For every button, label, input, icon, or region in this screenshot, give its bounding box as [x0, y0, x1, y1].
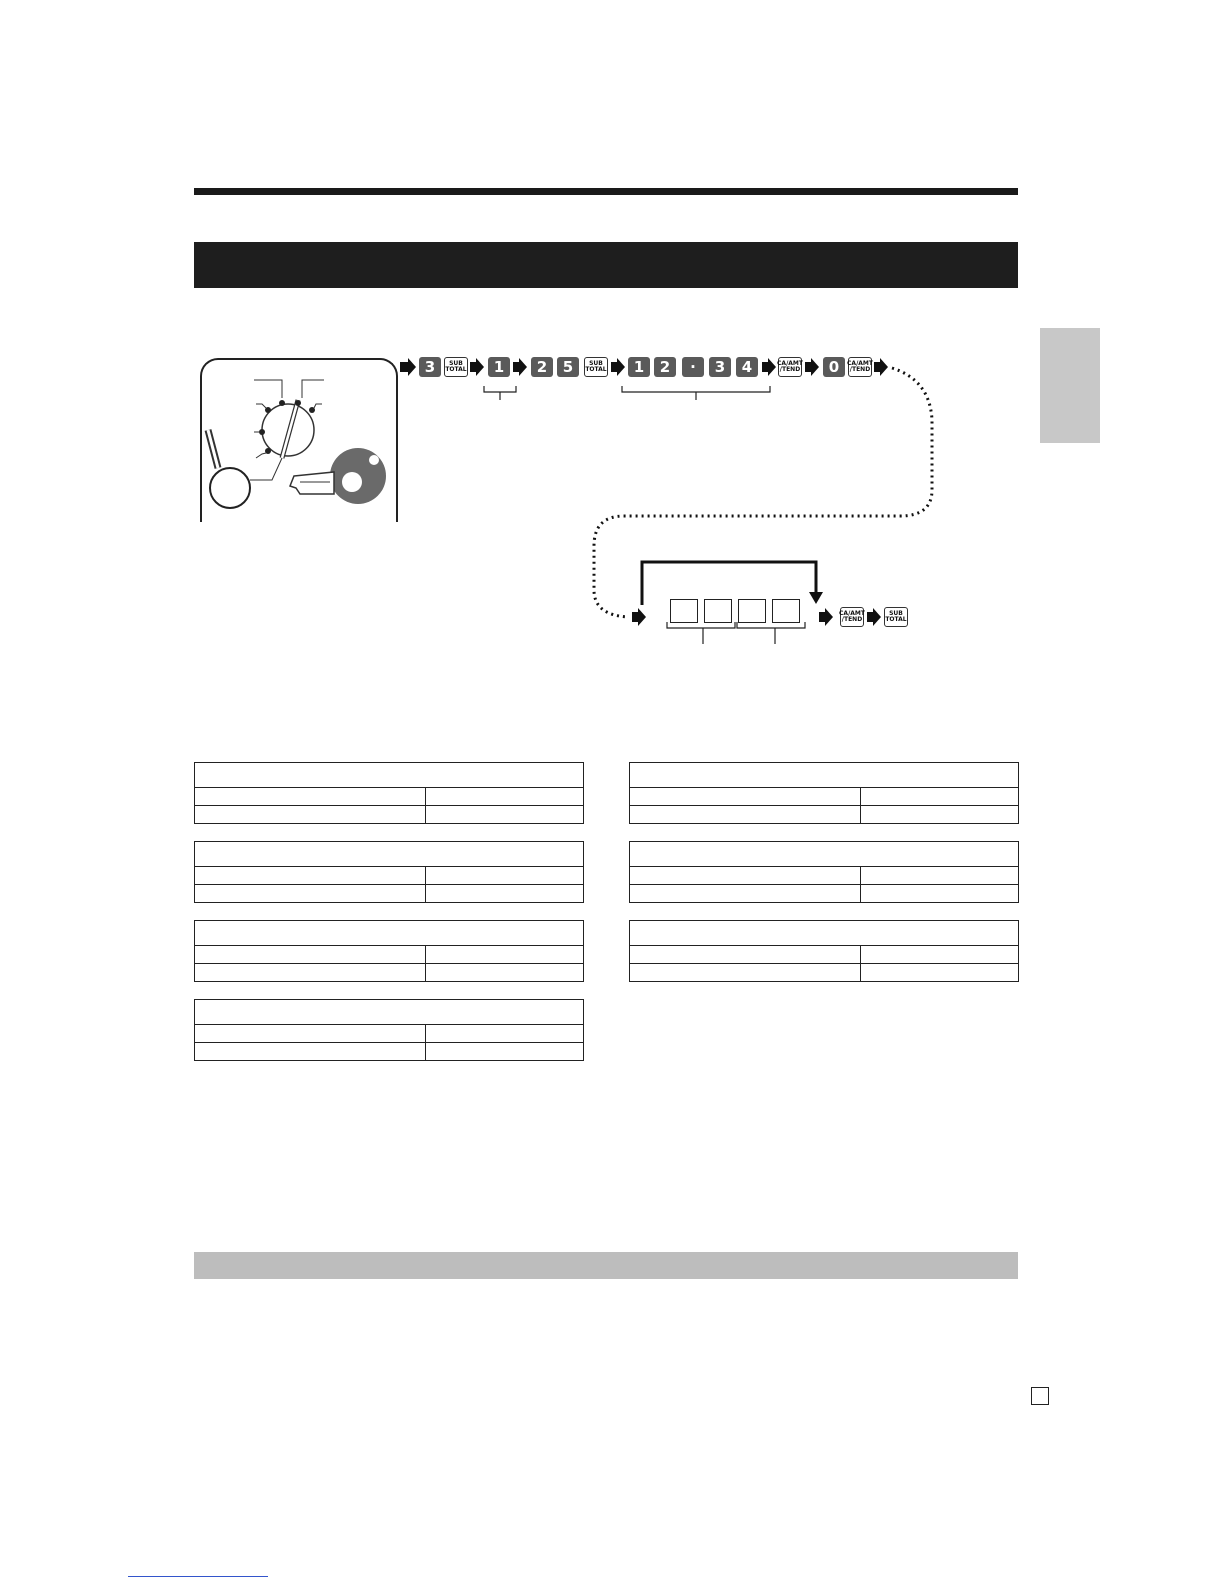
- table-row: [195, 788, 583, 805]
- table-row: [630, 805, 1018, 823]
- table-row: [630, 946, 1018, 963]
- table-header: [195, 1000, 583, 1025]
- ca-amt-key-line1: CA/AMT: [839, 610, 865, 617]
- ca-amt-tend-key[interactable]: [848, 357, 872, 377]
- ca-amt-key-line1: CA/AMT: [847, 360, 873, 367]
- bottom-link-underline[interactable]: [128, 1576, 268, 1577]
- settings-table: [629, 841, 1019, 903]
- subtotal-key[interactable]: [444, 357, 468, 377]
- entry-box: [704, 599, 732, 623]
- key-2[interactable]: 2: [654, 357, 676, 377]
- ca-amt-key-line1: CA/AMT: [777, 360, 803, 367]
- ca-amt-tend-key[interactable]: [840, 607, 864, 627]
- key-3[interactable]: 3: [709, 357, 731, 377]
- settings-table: [194, 999, 584, 1061]
- key-1[interactable]: 1: [628, 357, 650, 377]
- table-row: [195, 963, 583, 981]
- ca-amt-key-line2: /TEND: [841, 616, 863, 623]
- table-row: [630, 884, 1018, 902]
- settings-table: [194, 762, 584, 824]
- page-number-box: [1031, 1387, 1049, 1405]
- key-4[interactable]: 4: [736, 357, 758, 377]
- subtotal-key-line2: TOTAL: [585, 366, 607, 373]
- subtotal-key-line1: SUB: [449, 360, 463, 367]
- key-sequence-arrows: [0, 0, 1224, 700]
- table-header: [195, 763, 583, 788]
- settings-table: [194, 920, 584, 982]
- table-row: [195, 867, 583, 884]
- table-row: [630, 963, 1018, 981]
- footer-bar: [194, 1252, 1018, 1279]
- table-row: [630, 788, 1018, 805]
- table-row: [195, 805, 583, 823]
- ca-amt-key-line2: /TEND: [849, 366, 871, 373]
- key-1[interactable]: 1: [488, 357, 510, 377]
- subtotal-key-line2: TOTAL: [885, 616, 907, 623]
- settings-table: [629, 920, 1019, 982]
- table-header: [195, 921, 583, 946]
- entry-box: [772, 599, 800, 623]
- table-row: [630, 867, 1018, 884]
- table-header: [630, 921, 1018, 946]
- key-decimal-point[interactable]: ·: [682, 357, 704, 377]
- table-row: [195, 1025, 583, 1042]
- table-header: [630, 842, 1018, 867]
- ca-amt-key-line2: /TEND: [779, 366, 801, 373]
- subtotal-key-line1: SUB: [589, 360, 603, 367]
- entry-box: [738, 599, 766, 623]
- table-header: [630, 763, 1018, 788]
- subtotal-key[interactable]: [584, 357, 608, 377]
- entry-box: [670, 599, 698, 623]
- settings-table: [629, 762, 1019, 824]
- table-header: [195, 842, 583, 867]
- subtotal-key-line2: TOTAL: [445, 366, 467, 373]
- key-2[interactable]: 2: [531, 357, 553, 377]
- subtotal-key[interactable]: [884, 607, 908, 627]
- table-row: [195, 884, 583, 902]
- settings-table: [194, 841, 584, 903]
- key-5[interactable]: 5: [557, 357, 579, 377]
- table-row: [195, 946, 583, 963]
- ca-amt-tend-key[interactable]: [778, 357, 802, 377]
- key-0[interactable]: 0: [823, 357, 845, 377]
- table-row: [195, 1042, 583, 1060]
- subtotal-key-line1: SUB: [889, 610, 903, 617]
- dotted-connector: [594, 368, 932, 617]
- key-3[interactable]: 3: [419, 357, 441, 377]
